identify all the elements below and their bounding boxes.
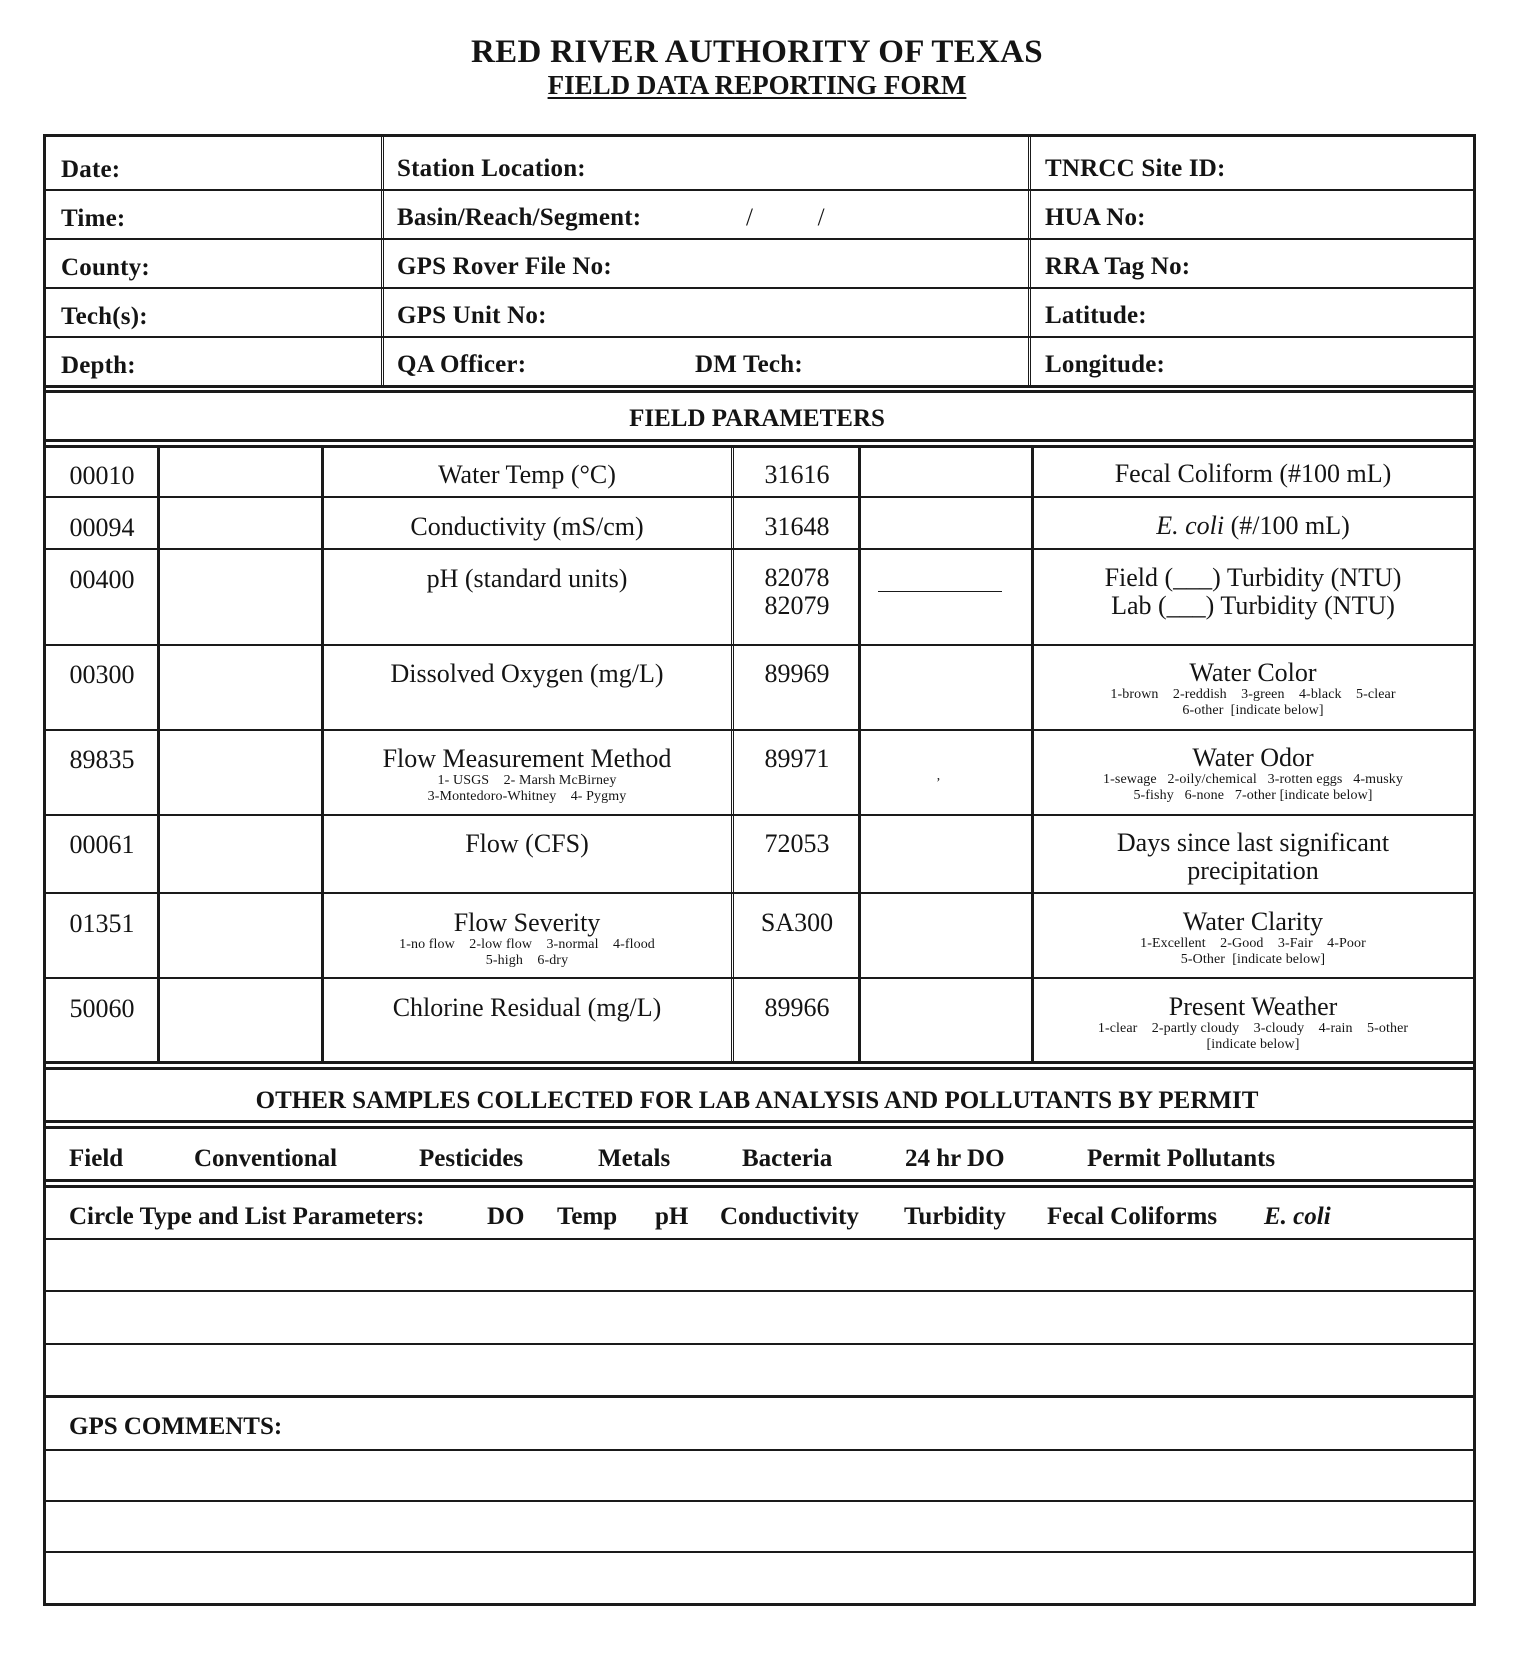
depth-label: Depth: (61, 352, 136, 379)
param-code: 89969 (764, 659, 830, 688)
param-name (1034, 908, 1472, 968)
info-row-divider (46, 189, 1473, 191)
blank-writing-line[interactable] (46, 1551, 1473, 1553)
param-name (324, 994, 730, 1022)
param-title: Water Clarity (1182, 907, 1324, 936)
param-name (324, 909, 730, 969)
param-options: 3-Montedoro-Whitney 4- Pygmy (427, 789, 627, 804)
param-title: Present Weather (1168, 992, 1338, 1021)
param-title: Lab (___) Turbidity (NTU) (1111, 591, 1395, 620)
param-row-divider (46, 892, 1473, 894)
param-name (1034, 829, 1472, 885)
dm-tech-label: DM Tech: (695, 351, 803, 378)
param-col-divider (858, 446, 861, 1063)
param-code: 50060 (69, 994, 135, 1023)
param-title: Dissolved Oxygen (mg/L) (390, 659, 664, 688)
param-name (1034, 460, 1472, 488)
param-option-do[interactable]: DO (487, 1203, 525, 1230)
param-options: 5-fishy 6-none 7-other [indicate below] (1133, 788, 1373, 803)
info-block-bottom (46, 385, 1473, 388)
param-option-fecal-coliforms[interactable]: Fecal Coliforms (1047, 1203, 1218, 1230)
param-title: Flow (CFS) (465, 829, 589, 858)
form-subtitle (0, 70, 1514, 101)
param-options: 1-no flow 2-low flow 3-normal 4-flood (399, 937, 655, 952)
param-option-ph[interactable]: pH (655, 1203, 689, 1230)
techs-label: Tech(s): (61, 303, 148, 330)
section-line (46, 439, 1473, 442)
section-line (46, 1185, 1473, 1188)
sample-type-metals[interactable]: Metals (598, 1145, 671, 1172)
param-title: Days since last significant (1116, 828, 1390, 857)
blank-writing-line[interactable] (46, 1343, 1473, 1345)
param-title: pH (standard units) (426, 564, 628, 593)
param-option-conductivity[interactable]: Conductivity (720, 1203, 859, 1230)
circle-type-label: Circle Type and List Parameters: (69, 1203, 425, 1230)
section-line (46, 1126, 1473, 1129)
param-options: 1- USGS 2- Marsh McBirney (437, 773, 617, 788)
param-code-field: 82078 (764, 563, 830, 592)
param-code: 00061 (69, 830, 135, 859)
turbidity-blank-line (878, 591, 1002, 592)
param-code: 00300 (69, 660, 135, 689)
param-title: Fecal Coliform (#100 mL) (1114, 459, 1392, 488)
param-row-divider (46, 814, 1473, 816)
param-code: 89971 (764, 744, 830, 773)
longitude-label: Longitude: (1045, 351, 1166, 378)
param-name (324, 660, 730, 688)
time-label: Time: (61, 205, 126, 232)
param-options: [indicate below] (1206, 1037, 1300, 1052)
qa-officer-label: QA Officer: (397, 351, 527, 378)
param-name (324, 830, 730, 858)
param-row-divider (46, 548, 1473, 550)
param-name (324, 513, 730, 541)
param-code-lab: 82079 (764, 591, 830, 620)
section-line (46, 1120, 1473, 1123)
param-title: Water Color (1189, 658, 1317, 687)
param-code: 00010 (69, 461, 135, 490)
blank-writing-line[interactable] (46, 1500, 1473, 1502)
param-name (1034, 512, 1472, 540)
station-location-label: Station Location: (397, 155, 586, 182)
other-samples-title: OTHER SAMPLES COLLECTED FOR LAB ANALYSIS AND POLLUTANTS BY PERMIT (255, 1087, 1259, 1114)
param-options: 1-clear 2-partly cloudy 3-cloudy 4-rain 5-other (1097, 1021, 1409, 1036)
param-title: precipitation (1187, 856, 1319, 885)
info-row-divider (46, 238, 1473, 240)
param-code: 00094 (69, 513, 135, 542)
section-line (46, 390, 1473, 393)
param-code: 89835 (69, 745, 135, 774)
param-col-divider (157, 446, 160, 1063)
gps-rover-file-label: GPS Rover File No: (397, 253, 612, 280)
form-title: RED RIVER AUTHORITY OF TEXAS (471, 34, 1043, 70)
blank-writing-line[interactable] (46, 1290, 1473, 1292)
blank-writing-line[interactable] (46, 1238, 1473, 1240)
section-line (46, 1395, 1473, 1398)
param-code: 31616 (764, 460, 830, 489)
param-row-divider (46, 496, 1473, 498)
latitude-label: Latitude: (1045, 302, 1147, 329)
param-code: SA300 (760, 908, 834, 937)
param-name (1034, 993, 1472, 1053)
param-code: 01351 (69, 909, 135, 938)
param-options: 5-Other [indicate below] (1180, 952, 1326, 967)
param-row-divider (46, 977, 1473, 979)
param-option-e-coli[interactable]: E. coli (1264, 1203, 1331, 1230)
info-row-divider (46, 287, 1473, 289)
form-subtitle-text: FIELD DATA REPORTING FORM (547, 70, 967, 100)
param-code: 31648 (764, 512, 830, 541)
param-title-italic: E. coli (1156, 511, 1225, 540)
county-label: County: (61, 254, 150, 281)
param-name (324, 745, 730, 805)
section-line (46, 1179, 1473, 1182)
param-name (324, 461, 730, 489)
date-label: Date: (61, 156, 121, 183)
param-code: 89966 (764, 993, 830, 1022)
param-name (1034, 659, 1472, 719)
param-title: Field (___) Turbidity (NTU) (1104, 563, 1402, 592)
param-name (1034, 564, 1472, 620)
param-title: Chlorine Residual (mg/L) (392, 993, 662, 1022)
param-title: Flow Measurement Method (382, 744, 672, 773)
param-options: 1-brown 2-reddish 3-green 4-black 5-clear (1110, 687, 1396, 702)
info-col-divider (381, 137, 387, 387)
param-row-divider (46, 644, 1473, 646)
param-title: Conductivity (mS/cm) (410, 512, 644, 541)
field-parameters-title: FIELD PARAMETERS (629, 405, 885, 432)
info-row-divider (46, 336, 1473, 338)
hua-no-label: HUA No: (1045, 204, 1146, 231)
sample-type-bacteria[interactable]: Bacteria (742, 1145, 833, 1172)
param-title: Flow Severity (453, 908, 601, 937)
stray-tick-mark: ʼ (936, 776, 941, 791)
param-row-divider (46, 729, 1473, 731)
param-option-temp[interactable]: Temp (557, 1203, 618, 1230)
param-code: 72053 (764, 829, 830, 858)
section-line (46, 1067, 1473, 1070)
param-title: Water Temp (°C) (438, 460, 616, 489)
sample-type-conventional[interactable]: Conventional (194, 1145, 338, 1172)
sample-type-pesticides[interactable]: Pesticides (419, 1145, 524, 1172)
basin-reach-segment-label: Basin/Reach/Segment: (397, 204, 642, 231)
param-options: 5-high 6-dry (485, 953, 569, 968)
param-code (737, 564, 857, 620)
basin-slashes: / / (746, 204, 825, 231)
gps-unit-label: GPS Unit No: (397, 302, 547, 329)
param-options: 1-Excellent 2-Good 3-Fair 4-Poor (1140, 936, 1366, 951)
param-options: 1-sewage 2-oily/chemical 3-rotten eggs 4-musky (1103, 772, 1403, 787)
param-title-rest: (#/100 mL) (1224, 511, 1350, 540)
param-name (324, 565, 730, 593)
param-option-turbidity[interactable]: Turbidity (904, 1203, 1006, 1230)
sample-type-24hr-do[interactable]: 24 hr DO (905, 1145, 1005, 1172)
sample-type-permit-pollutants[interactable]: Permit Pollutants (1087, 1145, 1276, 1172)
param-title: Water Odor (1192, 743, 1314, 772)
param-table-bottom (46, 1061, 1473, 1064)
param-name (1034, 744, 1472, 804)
tnrcc-site-id-label: TNRCC Site ID: (1045, 155, 1226, 182)
gps-comments-label: GPS COMMENTS: (69, 1413, 283, 1440)
param-code: 00400 (69, 565, 135, 594)
info-col-divider (1028, 137, 1034, 387)
section-line (46, 445, 1473, 448)
blank-writing-line[interactable] (46, 1449, 1473, 1451)
rra-tag-no-label: RRA Tag No: (1045, 253, 1191, 280)
param-options: 6-other [indicate below] (1182, 703, 1324, 718)
param-title (1034, 512, 1472, 540)
sample-type-field[interactable]: Field (69, 1145, 124, 1172)
